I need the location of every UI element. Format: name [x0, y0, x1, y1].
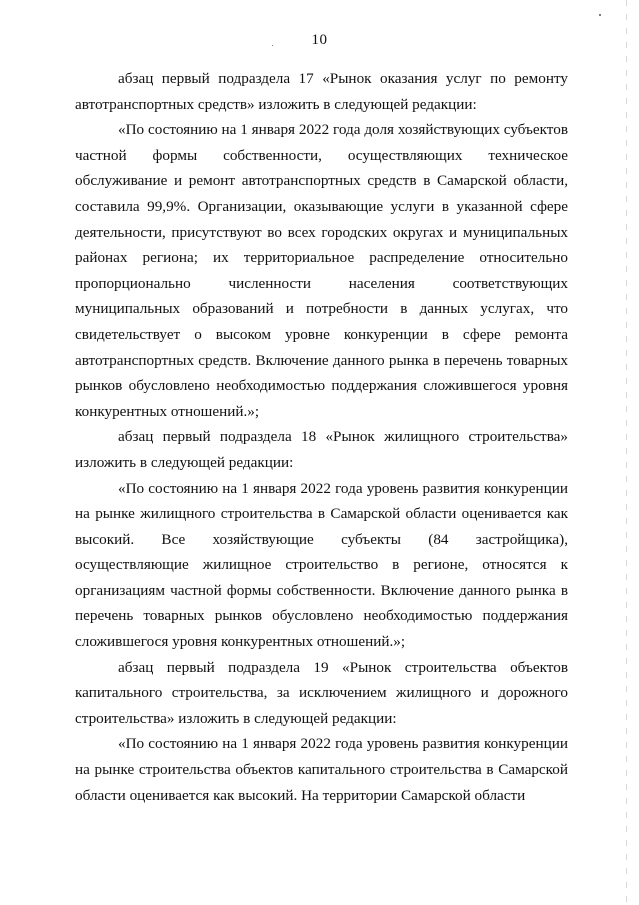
paragraph-19-instruction: абзац первый подраздела 19 «Рынок строительства объектов капитального строительства, за исключением жилищного и дорожного строительства» изложить в следующей редакции: — [75, 658, 568, 727]
paragraph-18-instruction: абзац первый подраздела 18 «Рынок жилищного строительства» изложить в следующей редакции: — [75, 428, 568, 471]
page-number: 10 — [311, 32, 328, 48]
scan-speck — [599, 14, 601, 16]
paragraph-18-quote: «По состоянию на 1 января 2022 года уровень развития конкуренции на рынке жилищного строительства в Самарской области оценивается как высокий. Все хозяйствующие субъекты (84 застройщика), осуществляющие жилищное строительство в регионе, относятся к организациям частной формы собственности. Включение данного рынка в перечень товарных рынков обусловлено необходимостью поддержания сложившегося уровня конкурентных отношений.»; — [75, 479, 568, 651]
paragraph-17-instruction: абзац первый подраздела 17 «Рынок оказания услуг по ремонту автотранспортных средств» изложить в следующей редакции: — [75, 70, 568, 113]
paragraph-19-quote: «По состоянию на 1 января 2022 года уровень развития конкуренции на рынке строительства объектов капитального строительства в Самарской области оценивается как высокий. На территории Самарской области — [75, 735, 568, 804]
document-body — [75, 66, 568, 808]
paragraph-17-quote: «По состоянию на 1 января 2022 года доля хозяйствующих субъектов частной формы собственности, осуществляющих техническое обслуживание и ремонт автотранспортных средств в Самарской области, составила 99,9%. Организации, оказывающие услуги в указанной сфере деятельности, присутствуют во всех городских округах и муниципальных районах региона; их территориальное распределение относительно пропорционально численности населения соответствующих муниципальных образований и потребности в данных услугах, что свидетельствует о высоком уровне конкуренции в сфере ремонта автотранспортных средств. Включение данного рынка в перечень товарных рынков обусловлено необходимостью поддержания сложившегося уровня конкурентных отношений.»; — [75, 121, 568, 420]
scan-edge-line — [626, 0, 627, 905]
